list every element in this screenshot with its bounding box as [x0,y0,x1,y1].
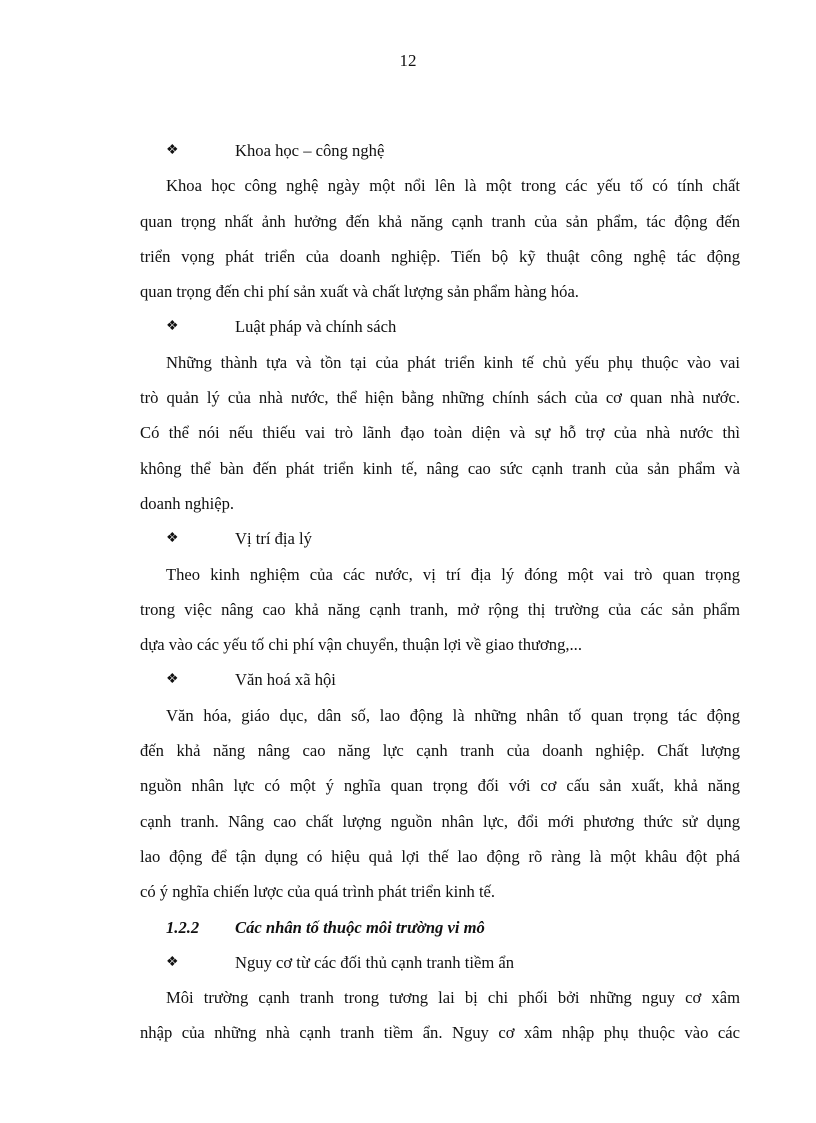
paragraph-line: Theo kinh nghiệm của các nước, vị trí địa lý đóng một vai trò quan trọng [166,564,740,584]
paragraph-line: không thể bàn đến phát triển kinh tế, nâng cao sức cạnh tranh của sản phẩm và [140,458,740,478]
paragraph-line: Văn hóa, giáo dục, dân số, lao động là những nhân tố quan trọng tác động [166,705,740,725]
paragraph-line: dựa vào các yếu tố chi phí vận chuyển, thuận lợi về giao thương,... [140,635,582,655]
paragraph-line: trong việc nâng cao khả năng cạnh tranh, mở rộng thị trường của các sản phẩm [140,599,740,619]
paragraph [140,698,740,910]
diamond-bullet-icon: ❖ [166,531,179,547]
paragraph-line: có ý nghĩa chiến lược của quá trình phát triển kinh tế. [140,882,496,902]
bullet-heading-text: Nguy cơ từ các đối thủ cạnh tranh tiềm ẩn [235,952,515,972]
paragraph-line: doanh nghiệp. [140,493,235,513]
bullet-heading-text: Luật pháp và chính sách [235,317,397,337]
paragraph-line: Những thành tựa và tồn tại của phát triển kinh tế chủ yếu phụ thuộc vào vai [166,352,740,372]
diamond-bullet-icon: ❖ [166,954,179,970]
page-number: 12 [399,51,417,70]
paragraph [140,345,740,521]
paragraph [140,980,740,1051]
section-number: 1.2.2 [166,917,200,937]
paragraph-line: đến khả năng nâng cao năng lực cạnh tranh của doanh nghiệp. Chất lượng [140,741,740,761]
bullet-heading [140,133,740,168]
paragraph-line: Môi trường cạnh tranh trong tương lai bị chi phối bởi những nguy cơ xâm [166,988,740,1008]
paragraph-line: cạnh tranh. Nâng cao chất lượng nguồn nhân lực, đổi mới phương thức sử dụng [140,811,740,831]
section-title: Các nhân tố thuộc môi trường vi mô [235,917,485,937]
section-heading [140,910,740,945]
diamond-bullet-icon: ❖ [166,143,179,158]
bullet-heading-text: Khoa học – công nghệ [235,141,385,160]
paragraph-line: nhập của những nhà cạnh tranh tiềm ẩn. Nguy cơ xâm nhập phụ thuộc vào các [140,1023,740,1043]
paragraph [140,168,740,309]
bullet-heading [140,945,740,980]
bullet-heading-text: Văn hoá xã hội [235,670,336,690]
paragraph-line: Khoa học công nghệ ngày một nổi lên là một trong các yếu tố có tính chất [166,176,740,196]
bullet-heading [140,521,740,556]
paragraph-line: quan trọng đến chi phí sản xuất và chất lượng sản phẩm hàng hóa. [140,282,579,302]
bullet-heading [140,662,740,697]
paragraph-line: triển vọng phát triển của doanh nghiệp. Tiến bộ kỹ thuật công nghệ tác động [140,246,740,266]
paragraph-line: nguồn nhân lực có một ý nghĩa quan trọng đối với cơ cấu sản xuất, khả năng [140,776,740,796]
paragraph-line: quan trọng nhất ảnh hưởng đến khả năng cạnh tranh của sản phẩm, tác động đến [140,211,740,231]
paragraph-line: Có thể nói nếu thiếu vai trò lãnh đạo toàn diện và sự hỗ trợ của nhà nước thì [140,423,740,443]
paragraph-line: lao động để tận dụng có hiệu quả lợi thế lao động rõ ràng là một khâu đột phá [140,846,740,866]
diamond-bullet-icon: ❖ [166,319,179,335]
diamond-bullet-icon: ❖ [166,672,179,688]
bullet-heading-text: Vị trí địa lý [235,529,312,549]
bullet-heading [140,309,740,344]
document-body [140,133,740,1051]
paragraph-line: trò quản lý của nhà nước, thể hiện bằng những chính sách của cơ quan nhà nước. [140,388,740,408]
paragraph [140,557,740,663]
